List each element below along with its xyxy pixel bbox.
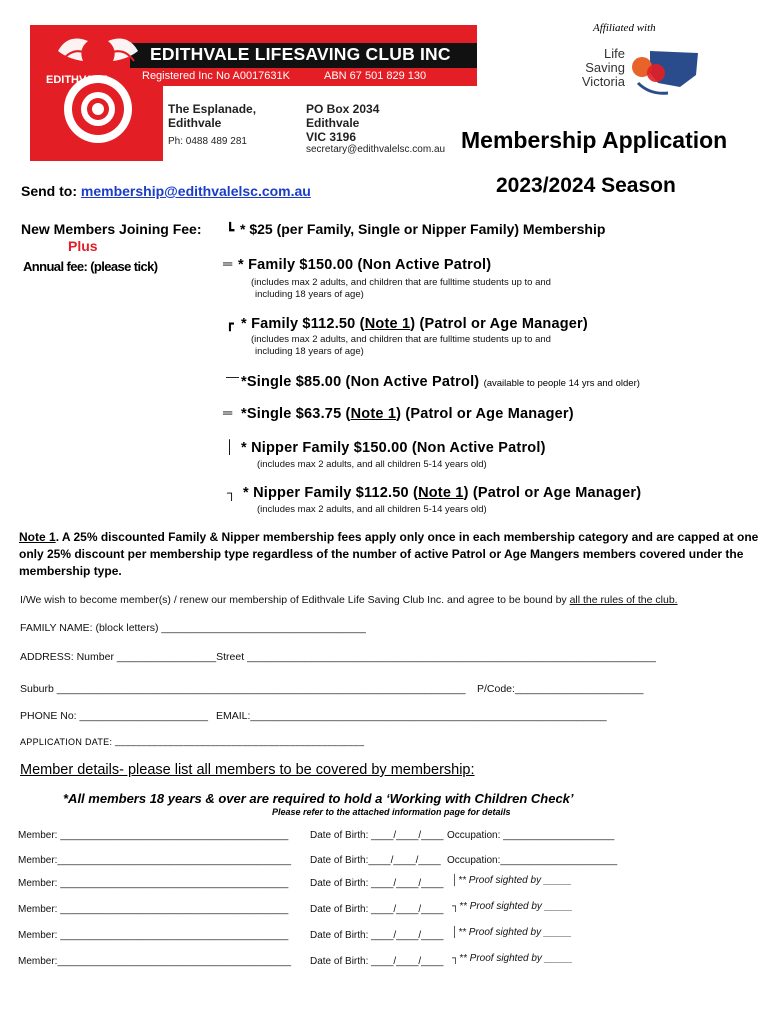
member-3-dob[interactable]: Date of Birth: ____/____/____ — [310, 878, 444, 889]
family-112-note — [251, 334, 551, 358]
send-to-label: Send to: — [21, 183, 77, 199]
declaration — [20, 594, 678, 606]
member-4-dob[interactable]: Date of Birth: ____/____/____ — [310, 904, 444, 915]
member-2-name[interactable]: Member:__________________________________________ — [18, 855, 292, 866]
lsv-logo — [548, 37, 703, 109]
note-1-lead: Note 1 — [19, 530, 56, 544]
member-6-proof-text: ** Proof sighted by _____ — [459, 953, 573, 964]
nipper-112-checkbox[interactable]: ┐ — [227, 485, 237, 500]
member-4-name[interactable]: Member: _________________________________________ — [18, 904, 289, 915]
single-63-note-ref: Note 1 — [350, 406, 397, 422]
member-5-proof-text: ** Proof sighted by _____ — [458, 927, 572, 938]
member-4-proof-text: ** Proof sighted by _____ — [459, 901, 573, 912]
member-5-dob[interactable]: Date of Birth: ____/____/____ — [310, 930, 444, 941]
email-field[interactable]: EMAIL:_____________________________________________________________ — [216, 710, 607, 722]
member-6-name[interactable]: Member:__________________________________________ — [18, 956, 292, 967]
note-1-paragraph — [19, 529, 759, 580]
member-1-dob[interactable]: Date of Birth: ____/____/____ — [310, 830, 444, 841]
plus-label: Plus — [68, 238, 98, 254]
club-banner — [30, 25, 477, 161]
family-150-note-1: (includes max 2 adults, and children that are fulltime students up to and — [251, 277, 551, 288]
refer-notice: Please refer to the attached information page for details — [272, 807, 511, 817]
joining-fee-option: * $25 (per Family, Single or Nipper Family) Membership — [240, 221, 606, 237]
wwcc-notice: *All members 18 years & over are required to hold a ‘Working with Children Check’ — [63, 791, 574, 806]
family-name-field[interactable]: FAMILY NAME: (block letters) ___________________________________ — [20, 622, 366, 634]
single-63-option — [241, 406, 574, 422]
nipper-150-note: (includes max 2 adults, and all children 5-14 years old) — [257, 459, 487, 470]
joining-checkbox[interactable]: ┗ — [226, 222, 235, 238]
lsv-line-2: Saving — [585, 60, 625, 75]
member-6-proof[interactable] — [452, 953, 573, 964]
club-logo — [38, 31, 158, 155]
nipper-112-label: * Nipper Family $112.50 ( — [243, 485, 419, 501]
family-150-checkbox[interactable]: ═ — [223, 256, 233, 271]
application-date-label: APPLICATION DATE: — [20, 737, 113, 747]
declaration-text: I/We wish to become member(s) / renew our membership of Edithvale Life Saving Club Inc. and agree to be bound by — [20, 594, 570, 606]
nipper-150-checkbox[interactable]: │ — [226, 439, 235, 454]
street-address — [168, 102, 256, 130]
family-112-label-end: ) (Patrol or Age Manager) — [410, 316, 588, 332]
family-112-option — [241, 316, 588, 332]
member-6-dob[interactable]: Date of Birth: ____/____/____ — [310, 956, 444, 967]
family-150-note — [251, 277, 551, 301]
suburb-field[interactable]: Suburb ______________________________________________________________________ — [20, 683, 466, 695]
single-85-aside: (available to people 14 yrs and older) — [483, 378, 640, 389]
member-6-tick[interactable]: ┐ — [452, 953, 460, 964]
nipper-112-note-ref: Note 1 — [418, 485, 464, 501]
registration-number: Registered Inc No A0017631K — [142, 70, 290, 82]
nipper-112-note: (includes max 2 adults, and all children 5-14 years old) — [257, 504, 487, 515]
lsv-line-3: Victoria — [581, 74, 625, 89]
membership-email-link[interactable]: membership@edithvalelsc.com.au — [80, 183, 311, 199]
abn-number: ABN 67 501 829 130 — [324, 70, 427, 82]
send-to — [21, 183, 311, 199]
member-4-proof[interactable] — [452, 901, 573, 912]
member-4-tick[interactable]: ┐ — [452, 901, 460, 912]
annual-fee-label: Annual fee: (please tick) — [23, 259, 158, 274]
member-3-proof[interactable] — [452, 875, 572, 886]
club-name: EDITHVALE LIFESAVING CLUB INC — [150, 44, 451, 64]
family-112-label: * Family $112.50 ( — [241, 316, 365, 332]
application-date-field[interactable]: _______________________________________________ — [115, 736, 365, 746]
lsv-line-1: Life — [604, 46, 625, 61]
member-5-proof[interactable] — [452, 927, 572, 938]
member-1-occupation[interactable]: Occupation: ____________________ — [447, 830, 615, 841]
po-line-3: VIC 3196 — [306, 130, 357, 144]
member-3-tick[interactable]: │ — [452, 875, 459, 886]
address-field[interactable]: ADDRESS: Number _________________Street ______________________________________________________________________ — [20, 651, 656, 663]
address-line-2: Edithvale — [168, 116, 222, 130]
po-line-1: PO Box 2034 — [306, 102, 380, 116]
family-112-checkbox[interactable]: ┏ — [226, 316, 234, 331]
phone-field[interactable]: PHONE No: ______________________ — [20, 710, 208, 722]
season-title: 2023/2024 Season — [496, 174, 676, 197]
single-85-checkbox[interactable]: — — [226, 369, 239, 384]
member-3-name[interactable]: Member: _________________________________________ — [18, 878, 289, 889]
single-63-checkbox[interactable]: ═ — [223, 405, 233, 420]
joining-fee-label: New Members Joining Fee: — [21, 221, 202, 237]
club-rules-link[interactable]: all the rules of the club. — [569, 594, 678, 606]
member-2-dob[interactable]: Date of Birth:____/____/____ — [310, 855, 441, 866]
lsv-wordmark — [581, 47, 625, 89]
club-phone: Ph: 0488 489 281 — [168, 136, 247, 147]
logo-text-top: EDITHVALE — [46, 74, 108, 86]
nipper-150-option: * Nipper Family $150.00 (Non Active Patrol) — [241, 440, 546, 456]
family-150-option: * Family $150.00 (Non Active Patrol) — [238, 257, 492, 273]
family-112-note-2: including 18 years of age) — [255, 346, 364, 357]
postal-address — [306, 102, 379, 144]
member-5-tick[interactable]: │ — [452, 927, 459, 938]
affiliated-label: Affiliated with — [593, 22, 656, 34]
postcode-field[interactable]: P/Code:______________________ — [477, 683, 644, 695]
po-line-2: Edithvale — [306, 116, 360, 130]
member-details-heading: Member details- please list all members to be covered by membership: — [20, 762, 475, 778]
member-3-proof-text: ** Proof sighted by _____ — [458, 875, 572, 886]
nipper-112-label-end: ) (Patrol or Age Manager) — [463, 485, 642, 501]
secretary-email: secretary@edithvalelsc.com.au — [306, 144, 446, 155]
family-112-note-1: (includes max 2 adults, and children that are fulltime students up to and — [251, 334, 551, 345]
victoria-map-icon — [628, 43, 700, 103]
nipper-112-option — [243, 485, 641, 501]
member-2-occupation[interactable]: Occupation:_____________________ — [447, 855, 618, 866]
note-1-text: . A 25% discounted Family & Nipper membership fees apply only once in each membership category and are capped at one only 25% discount per membership type regardless of the number of active Patrol or Age Mangers members covered under the membership type. — [19, 530, 759, 578]
address-line-1: The Esplanade, — [168, 102, 257, 116]
family-150-note-2: including 18 years of age) — [255, 289, 364, 300]
single-85-label: *Single $85.00 (Non Active Patrol) — [241, 374, 480, 390]
member-5-name[interactable]: Member: _________________________________________ — [18, 930, 289, 941]
family-112-note-ref: Note 1 — [364, 316, 411, 332]
member-1-name[interactable]: Member: _________________________________________ — [18, 830, 289, 841]
single-85-option — [241, 374, 640, 390]
single-63-label: *Single $63.75 ( — [241, 406, 351, 422]
single-63-label-end: ) (Patrol or Age Manager) — [396, 406, 574, 422]
page-title: Membership Application — [461, 127, 728, 153]
